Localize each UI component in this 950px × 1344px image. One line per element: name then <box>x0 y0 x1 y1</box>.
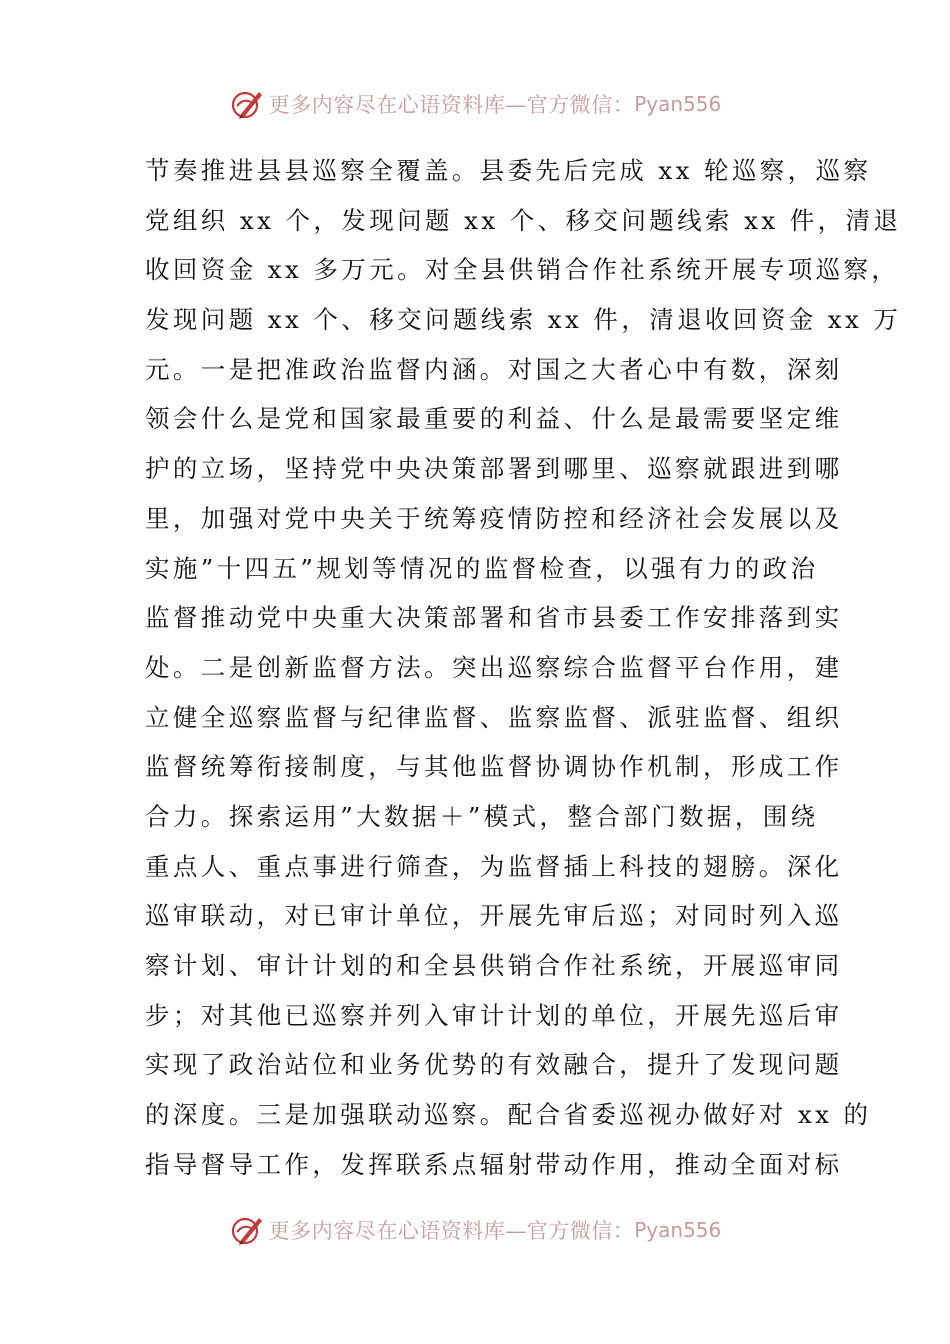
footer-banner-text: 更多内容尽在心语资料库—官方微信： <box>268 1219 635 1243</box>
body-line: 合力。探索运用”大数据＋”模式，整合部门数据，围绕 <box>145 801 819 831</box>
body-line: 巡审联动，对已审计单位，开展先审后巡；对同时列入巡 <box>145 901 843 931</box>
document-body <box>145 146 902 1189</box>
header-banner-id: Pyan556 <box>634 92 722 116</box>
header-banner-text: 更多内容尽在心语资料库—官方微信： <box>268 93 635 117</box>
footer-banner <box>0 1210 950 1250</box>
body-line: 护的立场，坚持党中央决策部署到哪里、巡察就跟进到哪 <box>145 454 843 484</box>
body-line: 党组织 xx 个，发现问题 xx 个、移交问题线索 xx 件，清退 <box>145 205 902 235</box>
body-line: 的深度。三是加强联动巡察。配合省委巡视办做好对 xx 的 <box>145 1100 872 1130</box>
body-line: 监督推动党中央重大决策部署和省市县委工作安排落到实 <box>145 603 843 633</box>
pen-circle-logo-icon <box>229 86 265 122</box>
body-line: 立健全巡察监督与纪律监督、监察监督、派驻监督、组织 <box>145 702 843 732</box>
body-line: 节奏推进县县巡察全覆盖。县委先后完成 xx 轮巡察，巡察 <box>145 156 872 185</box>
body-line: 重点人、重点事进行筛查，为监督插上科技的翅膀。深化 <box>145 851 843 881</box>
body-line: 里，加强对党中央关于统筹疫情防控和经济社会发展以及 <box>145 503 843 533</box>
body-line: 步；对其他已巡察并列入审计计划的单位，开展先巡后审 <box>145 1000 843 1030</box>
body-line: 监督统筹衔接制度，与其他监督协调协作机制，形成工作 <box>145 752 843 782</box>
body-line: 指导督导工作，发挥联系点辐射带动作用，推动全面对标 <box>145 1149 843 1179</box>
body-line: 察计划、审计计划的和全县供销合作社系统，开展巡审同 <box>145 951 843 980</box>
pen-circle-logo-icon <box>229 1212 265 1248</box>
body-line: 实施”十四五”规划等情况的监督检查，以强有力的政治 <box>145 553 819 583</box>
body-line: 元。一是把准政治监督内涵。对国之大者心中有数，深刻 <box>145 354 843 384</box>
body-line: 处。二是创新监督方法。突出巡察综合监督平台作用，建 <box>145 652 843 682</box>
body-line: 收回资金 xx 多万元。对全县供销合作社系统开展专项巡察， <box>145 255 900 285</box>
footer-banner-id: Pyan556 <box>634 1218 722 1242</box>
body-line: 发现问题 xx 个、移交问题线索 xx 件，清退收回资金 xx 万 <box>145 305 902 335</box>
body-line: 领会什么是党和国家最重要的利益、什么是最需要坚定维 <box>145 404 843 434</box>
body-line: 实现了政治站位和业务优势的有效融合，提升了发现问题 <box>145 1050 843 1080</box>
header-banner <box>0 84 950 124</box>
